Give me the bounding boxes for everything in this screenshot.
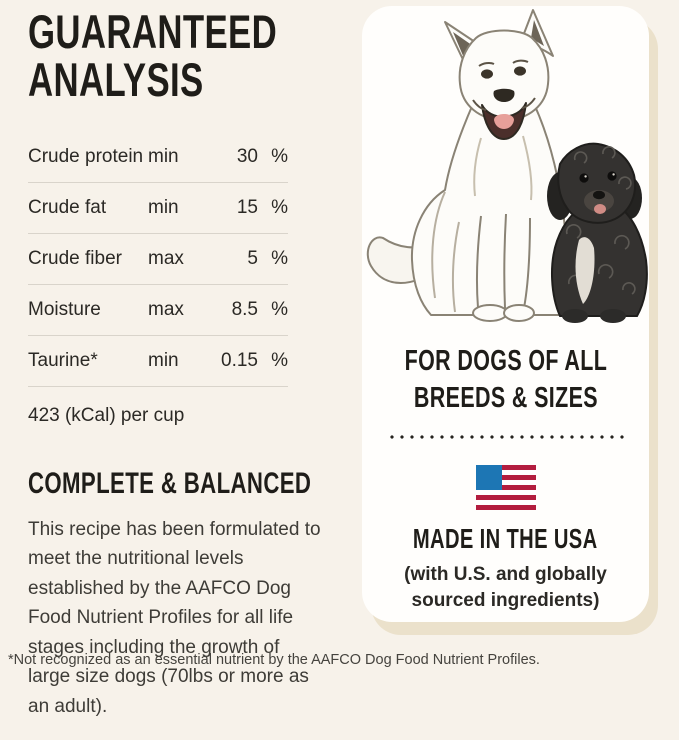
nutrient-unit: % <box>271 248 288 269</box>
table-row <box>28 183 288 234</box>
nutrient-basis: min <box>148 197 179 218</box>
nutrient-label: Crude protein <box>28 146 144 167</box>
table-row <box>28 336 288 387</box>
for-dogs-line-1: FOR DOGS OF ALL <box>404 345 607 377</box>
dotted-divider <box>387 435 625 439</box>
guaranteed-analysis-section <box>28 5 328 740</box>
nutrient-unit: % <box>271 146 288 167</box>
white-dog-illustration <box>368 10 566 321</box>
nutrient-basis: max <box>148 299 184 320</box>
nutrient-label: Taurine* <box>28 350 98 371</box>
nutrient-label: Crude fat <box>28 197 107 218</box>
table-row <box>28 285 288 336</box>
nutrient-value: 30 <box>236 146 258 167</box>
title-line-2: ANALYSIS <box>28 53 204 106</box>
two-dogs-illustration <box>363 8 648 333</box>
table-row <box>28 132 288 183</box>
nutrient-value: 5 <box>247 248 258 269</box>
calories-per-cup: 423 (kCal) per cup <box>28 405 185 426</box>
title-line-1: GUARANTEED <box>28 5 278 58</box>
for-dogs-line-2: BREEDS & SIZES <box>413 382 598 414</box>
made-in-usa-title: MADE IN THE USA <box>413 523 598 554</box>
usa-flag-icon <box>476 465 536 510</box>
nutrient-unit: % <box>271 197 288 218</box>
sourced-ingredients-note: (with U.S. and globally sourced ingredients) <box>404 564 607 611</box>
nutrient-unit: % <box>271 350 288 371</box>
black-dog-illustration <box>547 144 647 323</box>
complete-balanced-title: COMPLETE & BALANCED <box>28 467 312 500</box>
table-row <box>28 234 288 285</box>
for-dogs-title <box>369 343 643 417</box>
analysis-table <box>28 132 288 387</box>
nutrient-basis: min <box>148 146 179 167</box>
nutrient-value: 0.15 <box>221 350 258 371</box>
aafco-statement: This recipe has been formulated to meet the nutritional levels established by the AAFCO Dog Food Nutrient Profiles for all life stages including the growth of large size dogs (70lbs or more as an adult). <box>28 519 321 717</box>
nutrient-basis: max <box>148 248 184 269</box>
nutrient-basis: min <box>148 350 179 371</box>
nutrient-value: 8.5 <box>231 299 258 320</box>
nutrient-label: Moisture <box>28 299 101 320</box>
nutrient-value: 15 <box>236 197 258 218</box>
nutrient-label: Crude fiber <box>28 248 122 269</box>
usa-card <box>362 6 649 622</box>
nutrient-unit: % <box>271 299 288 320</box>
taurine-footnote: *Not recognized as an essential nutrient by the AAFCO Dog Food Nutrient Profiles. <box>8 652 540 668</box>
guaranteed-analysis-title <box>28 5 328 106</box>
